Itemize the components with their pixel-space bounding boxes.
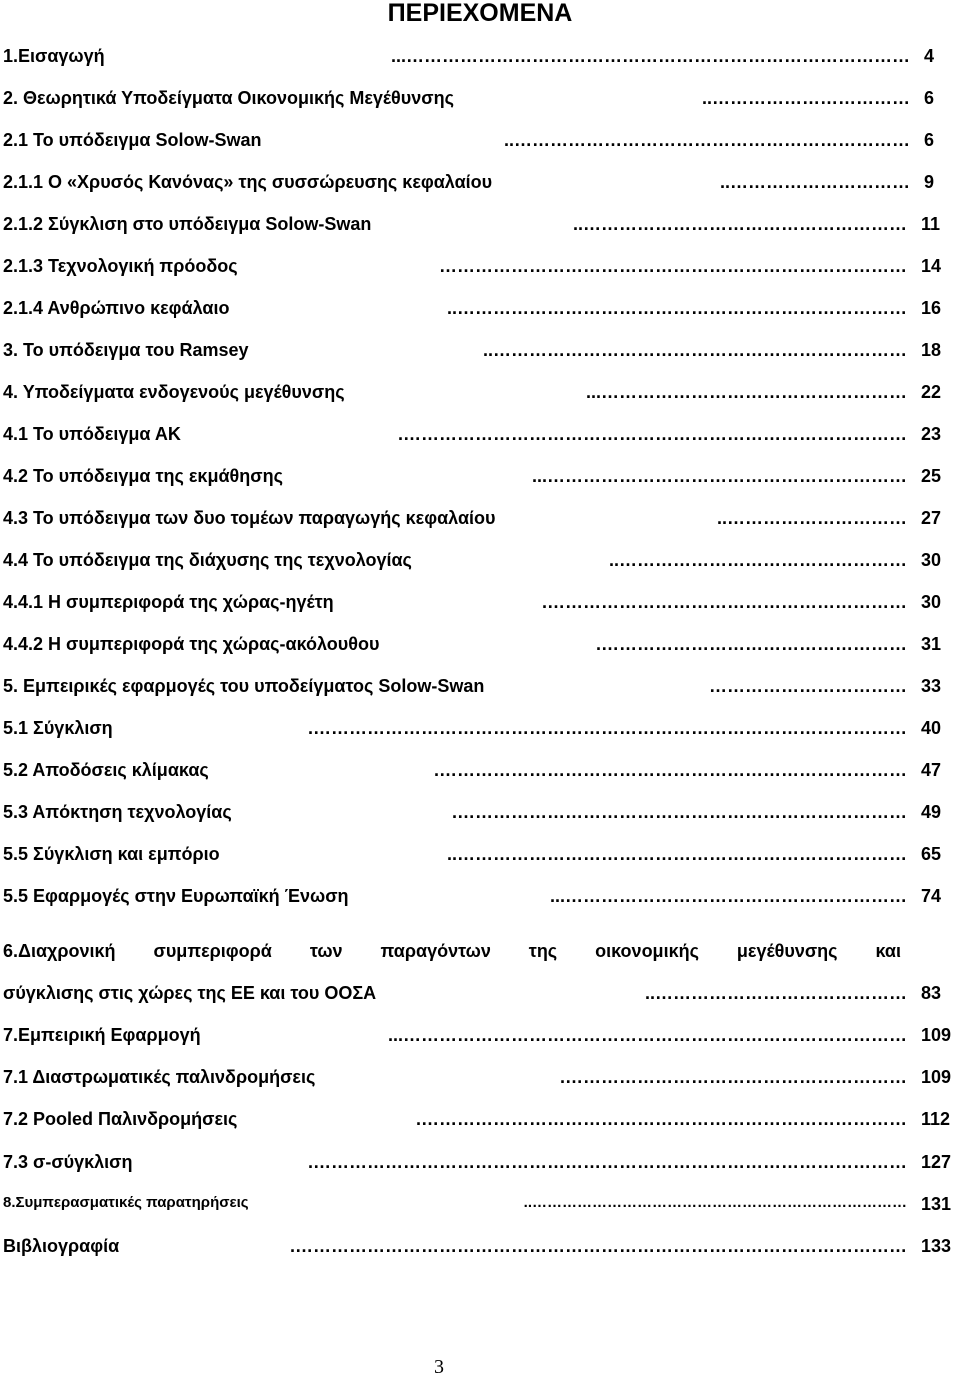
toc-entry-6-word: μεγέθυνσης: [736, 941, 838, 961]
toc-entry: [3, 1194, 952, 1224]
toc-entry-6-word: 6.Διαχρονική: [3, 941, 116, 961]
toc-leader-dots: …………………………..: [716, 508, 907, 528]
page-number: 3: [434, 1356, 444, 1378]
toc-entry: [3, 340, 949, 370]
toc-entry: [3, 592, 949, 622]
toc-entry-6-line1: [3, 941, 901, 971]
toc-entry: [3, 1236, 952, 1266]
toc-entry-page: 74: [921, 886, 942, 906]
toc-entry-6-word: της: [528, 941, 558, 961]
toc-entry-label: 8.Συμπερασματικές παρατηρήσεις: [3, 1194, 249, 1211]
toc-entry-label: 5.2 Αποδόσεις κλίμακας: [3, 760, 209, 780]
toc-entry-page: 109: [921, 1025, 952, 1045]
toc-leader-dots: ……………………………………………………………………….: [415, 1109, 907, 1129]
toc-entry-page: 4: [924, 46, 935, 66]
toc-entry-label: 3. Το υπόδειγμα του Ramsey: [3, 340, 249, 360]
toc-entry-page: 33: [921, 676, 942, 696]
toc-entry: [3, 46, 949, 76]
toc-entry-page: 31: [921, 634, 942, 654]
toc-entry-label: 4.3 Το υπόδειγμα των δυο τομέων παραγωγής κεφαλαίου: [3, 508, 496, 528]
toc-entry-page: 65: [921, 844, 942, 864]
toc-entry: [3, 1067, 952, 1097]
toc-entry-page: 83: [921, 983, 942, 1003]
toc-leader-dots: …………………………………………………………………..: [446, 298, 907, 318]
toc-leader-dots: ……………………………: [709, 676, 907, 696]
toc-entry-label: 2.1.1 Ο «Χρυσός Κανόνας» της συσσώρευσης κεφαλαίου: [3, 172, 493, 192]
toc-entry-page: 16: [921, 298, 942, 318]
toc-entry-label: 4.2 Το υπόδειγμα της εκμάθησης: [3, 466, 283, 486]
toc-entry: [3, 1025, 952, 1055]
toc-entry-label: 7.3 σ-σύγκλιση: [3, 1152, 133, 1172]
toc-entry-page: 30: [921, 592, 942, 612]
toc-entry-page: 25: [921, 466, 942, 486]
toc-entry-label: 7.1 Διαστρωματικές παλινδρομήσεις: [3, 1067, 316, 1087]
toc-entry: [3, 298, 949, 328]
toc-entry-page: 133: [921, 1236, 952, 1256]
toc-entry-label: 2.1 Το υπόδειγμα Solow-Swan: [3, 130, 262, 150]
toc-entry: [3, 508, 949, 538]
toc-entry-page: 9: [924, 172, 935, 192]
toc-entry-label: σύγκλισης στις χώρες της ΕΕ και του ΟΟΣΑ: [3, 983, 377, 1003]
toc-entry: [3, 718, 949, 748]
toc-leader-dots: …………………………………………..: [608, 550, 907, 570]
toc-entry: [3, 172, 949, 202]
toc-leader-dots: ……………………………………………………………..: [482, 340, 907, 360]
toc-entry: [3, 214, 949, 244]
toc-leader-dots: ………………………………………………..: [572, 214, 907, 234]
toc-entry-page: 14: [921, 256, 942, 276]
toc-leader-dots: …………………………………………………….: [541, 592, 907, 612]
toc-entry-page: 22: [921, 382, 942, 402]
toc-leader-dots: …………………………………………………………………….: [433, 760, 907, 780]
toc-entry-label: 5.5 Σύγκλιση και εμπόριο: [3, 844, 220, 864]
toc-entry: [3, 424, 949, 454]
toc-entry-label: 2.1.2 Σύγκλιση στο υπόδειγμα Solow-Swan: [3, 214, 372, 234]
toc-leader-dots: ……………………………………..: [644, 983, 907, 1003]
toc-entry-label: 7.Εμπειρική Εφαρμογή: [3, 1025, 201, 1045]
toc-entry-page: 131: [921, 1194, 952, 1214]
toc-leader-dots: ……………………………………………………...: [531, 466, 907, 486]
toc-leader-dots: …………………………………………………………………..: [523, 1194, 907, 1211]
toc-entry-page: 6: [924, 88, 935, 108]
toc-entry-label: 5.1 Σύγκλιση: [3, 718, 113, 738]
toc-entry: [3, 466, 949, 496]
toc-leader-dots: ………………………………………………………………….: [451, 802, 907, 822]
toc-entry: [3, 256, 949, 286]
toc-entry-page: 40: [921, 718, 942, 738]
toc-entry-label: 2.1.4 Ανθρώπινο κεφάλαιο: [3, 298, 230, 318]
toc-leader-dots: …………………………………………………………..: [503, 130, 910, 150]
toc-entry-label: 4.4.2 Η συμπεριφορά της χώρας-ακόλουθου: [3, 634, 380, 654]
toc-entry: [3, 550, 949, 580]
toc-leader-dots: …………………………………………………...: [549, 886, 907, 906]
toc-leader-dots: …………………………………………….: [595, 634, 907, 654]
toc-entry-page: 109: [921, 1067, 952, 1087]
toc-leader-dots: ……………………………………………………………………: [439, 256, 907, 276]
toc-leader-dots: ……………………………..: [701, 88, 910, 108]
toc-entry-6-word: παραγόντων: [380, 941, 491, 961]
toc-leader-dots: ………………………………………………………………………………………….: [289, 1236, 907, 1256]
toc-entry-6-word: των: [309, 941, 343, 961]
toc-leader-dots: …………………………………………………………………………...: [387, 1025, 907, 1045]
page-title: ΠΕΡΙΕΧΟΜΕΝΑ: [387, 0, 573, 27]
toc-entry-label: 5.3 Απόκτηση τεχνολογίας: [3, 802, 232, 822]
toc-leader-dots: ……………………………………………...: [585, 382, 907, 402]
toc-entry-6-line2: [3, 983, 949, 1013]
toc-entry: [3, 802, 949, 832]
toc-entry: [3, 130, 949, 160]
toc-entry: [3, 844, 949, 874]
toc-entry: [3, 634, 949, 664]
toc-entry-6-word: συμπεριφορά: [153, 941, 272, 961]
toc-entry: [3, 886, 949, 916]
toc-entry-label: 2. Θεωρητικά Υποδείγματα Οικονομικής Μεγέθυνσης: [3, 88, 454, 108]
toc-leader-dots: ……………………………………………………………………………………….: [307, 718, 907, 738]
toc-entry-page: 6: [924, 130, 935, 150]
toc-entry-label: 4. Υποδείγματα ενδογενούς μεγέθυνσης: [3, 382, 345, 402]
toc-entry-page: 18: [921, 340, 942, 360]
toc-entry: [3, 1109, 949, 1139]
toc-entry-label: 1.Εισαγωγή: [3, 46, 105, 66]
toc-entry-label: 2.1.3 Τεχνολογική πρόοδος: [3, 256, 238, 276]
toc-entry: [3, 88, 949, 118]
toc-entry-page: 11: [921, 214, 941, 234]
toc-leader-dots: …………………………………………………………………………...: [390, 46, 910, 66]
toc-entry-page: 27: [921, 508, 942, 528]
toc-leader-dots: ……………………………………………………………………………………….: [307, 1152, 907, 1172]
toc-leader-dots: …………………………………………………………………..: [446, 844, 907, 864]
toc-entry: [3, 1152, 952, 1182]
toc-entry-page: 49: [921, 802, 942, 822]
toc-entry-page: 112: [921, 1109, 951, 1129]
toc-entry: [3, 676, 949, 706]
toc-entry-page: 47: [921, 760, 942, 780]
toc-entry: [3, 760, 949, 790]
toc-entry-label: 5.5 Εφαρμογές στην Ευρωπαϊκή Ένωση: [3, 886, 349, 906]
toc-entry-page: 30: [921, 550, 942, 570]
toc-entry: [3, 382, 949, 412]
toc-entry-page: 23: [921, 424, 942, 444]
toc-leader-dots: ………………………………………………………………………….: [397, 424, 907, 444]
toc-entry-6-word: οικονομικής: [595, 941, 699, 961]
toc-entry-label: 4.4.1 Η συμπεριφορά της χώρας-ηγέτη: [3, 592, 334, 612]
toc-leader-dots: …………………………..: [719, 172, 910, 192]
toc-entry-label: 4.1 Το υπόδειγμα ΑΚ: [3, 424, 181, 444]
toc-entry-6-word: και: [875, 941, 901, 961]
toc-entry-page: 127: [921, 1152, 952, 1172]
toc-entry-label: Βιβλιογραφία: [3, 1236, 120, 1256]
toc-entry-label: 4.4 Το υπόδειγμα της διάχυσης της τεχνολογίας: [3, 550, 412, 570]
toc-leader-dots: ………………………………………………….: [559, 1067, 907, 1087]
toc-entry-label: 5. Εμπειρικές εφαρμογές του υποδείγματος Solow-Swan: [3, 676, 485, 696]
toc-entry-label: 7.2 Pooled Παλινδρομήσεις: [3, 1109, 238, 1129]
